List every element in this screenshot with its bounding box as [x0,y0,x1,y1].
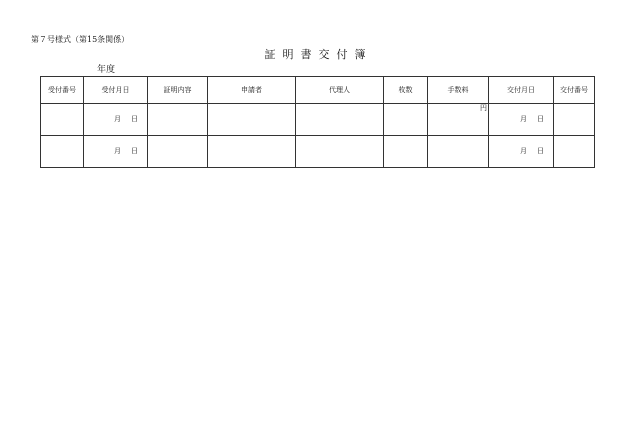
month-label: 月 [520,115,527,123]
page-title: 証明書交付簿 [264,48,373,61]
certificate-issuance-ledger [40,76,595,168]
receipt-number-cell[interactable] [41,104,84,136]
month-label: 月 [114,147,121,155]
issue-number-cell[interactable] [554,136,595,168]
header-receipt-number: 受付番号 [41,77,84,104]
agent-cell[interactable] [296,104,384,136]
day-label: 日 [131,147,138,155]
fee-cell[interactable] [428,136,489,168]
header-receipt-date: 受付月日 [84,77,148,104]
table-row [41,104,595,136]
receipt-date-cell[interactable] [84,136,148,168]
copies-cell[interactable] [384,104,428,136]
receipt-number-cell[interactable] [41,136,84,168]
header-issue-date: 交付月日 [489,77,554,104]
header-applicant: 申請者 [208,77,296,104]
header-agent: 代理人 [296,77,384,104]
receipt-date-cell[interactable] [84,104,148,136]
fee-cell[interactable] [428,104,489,136]
header-certificate-content: 証明内容 [148,77,208,104]
issue-date-cell[interactable] [489,136,554,168]
issue-date-cell[interactable] [489,104,554,136]
header-fee: 手数料 [428,77,489,104]
day-label: 日 [537,147,544,155]
form-number: 第７号様式（第15条関係） [31,35,130,44]
applicant-cell[interactable] [208,136,296,168]
issue-number-cell[interactable] [554,104,595,136]
header-row [41,77,595,104]
day-label: 日 [537,115,544,123]
applicant-cell[interactable] [208,104,296,136]
month-label: 月 [114,115,121,123]
agent-cell[interactable] [296,136,384,168]
yen-label: 円 [480,104,487,112]
certificate-content-cell[interactable] [148,136,208,168]
header-issue-number: 交付番号 [554,77,595,104]
certificate-content-cell[interactable] [148,104,208,136]
table-row [41,136,595,168]
header-copies: 枚数 [384,77,428,104]
copies-cell[interactable] [384,136,428,168]
fiscal-year-label: 年度 [97,65,116,75]
month-label: 月 [520,147,527,155]
day-label: 日 [131,115,138,123]
